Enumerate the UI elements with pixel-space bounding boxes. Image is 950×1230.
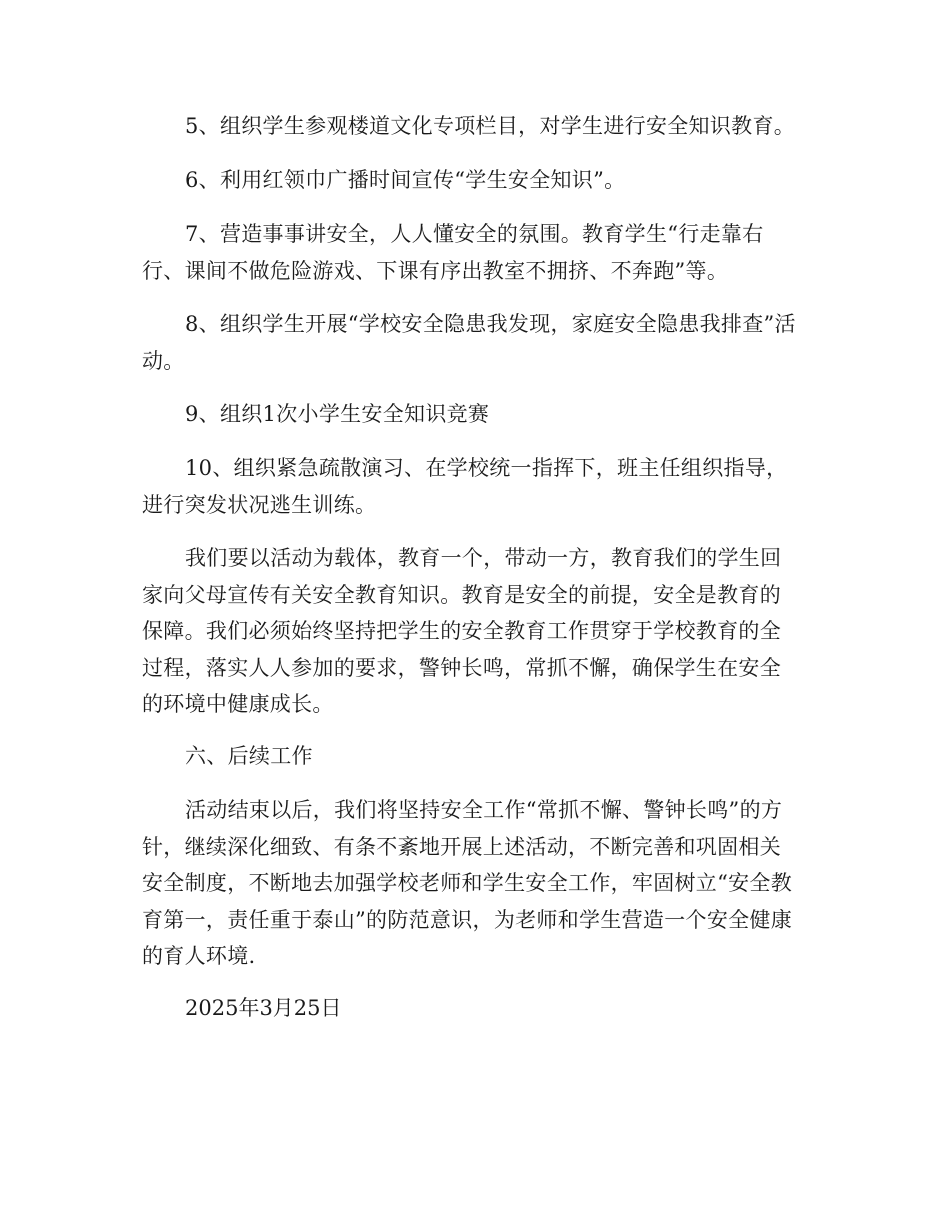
paragraph-item-10: 10、组织紧急疏散演习、在学校统一指挥下，班主任组织指导，进行突发状况逃生训练。	[142, 456, 788, 517]
paragraph-item-9: 9、组织1次小学生安全知识竞赛	[185, 402, 490, 426]
paragraph-item-5: 5、组织学生参观楼道文化专项栏目，对学生进行安全知识教育。	[185, 114, 796, 138]
paragraph-item-8: 8、组织学生开展“学校安全隐患我发现，家庭安全隐患我排查”活动。	[142, 312, 796, 373]
paragraph-summary: 我们要以活动为载体，教育一个，带动一方，教育我们的学生回家向父母宣传有关安全教育知识。教育是安全的前提，安全是教育的保障。我们必须始终坚持把学生的安全教育工作贯穿于学校教育的全过程，落实人人参加的要求，警钟长鸣，常抓不懈，确保学生在安全的环境中健康成长。	[142, 546, 782, 716]
paragraph-item-6: 6、利用红领巾广播时间宣传“学生安全知识”。	[185, 168, 626, 192]
section-heading-follow-up: 六、后续工作	[185, 744, 313, 768]
paragraph-item-7: 7、营造事事讲安全，人人懂安全的氛围。教育学生“行走靠右行、课间不做危险游戏、下课有序出教室不拥挤、不奔跑”等。	[142, 222, 764, 283]
paragraph-follow-up: 活动结束以后，我们将坚持安全工作“常抓不懈、警钟长鸣”的方针，继续深化细致、有条不紊地开展上述活动，不断完善和巩固相关安全制度，不断地去加强学校老师和学生安全工作，牢固树立“安全教育第一，责任重于泰山”的防范意识，为老师和学生营造一个安全健康的育人环境.	[142, 798, 793, 968]
document-date: 2025年3月25日	[185, 996, 342, 1020]
